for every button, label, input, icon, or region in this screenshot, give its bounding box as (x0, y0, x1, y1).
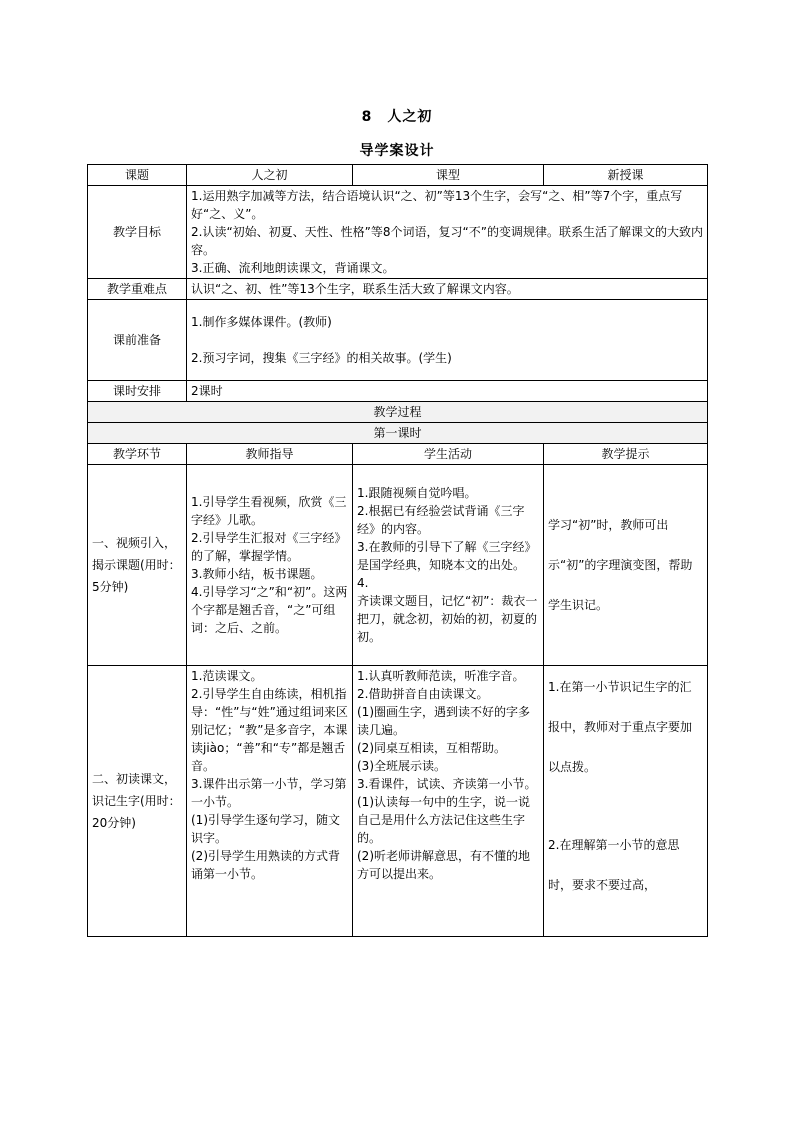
schedule-label: 课时安排 (88, 381, 187, 402)
goal-item: 2.认读“初始、初夏、天性、性格”等8个词语，复习“不”的变调规律。联系生活了解课文的大致内容。 (191, 225, 703, 257)
row2-student (353, 666, 544, 937)
teacher-step: 4.引导学习“之”和“初”。这两个字都是翘舌音，“之”可组词：之后、之前。 (191, 585, 348, 635)
page-subtitle: 导学案设计 (359, 143, 435, 159)
col-stage-header: 教学环节 (88, 444, 187, 465)
prep-item: 2.预习字词，搜集《三字经》的相关故事。(学生) (191, 351, 452, 365)
table-row (88, 465, 708, 666)
student-step: (1)圈画生字，遇到读不好的字多读几遍。 (357, 705, 530, 737)
prep-cell (187, 300, 708, 381)
lesson-plan-table (87, 164, 708, 937)
lesson1-header: 第一课时 (88, 423, 708, 444)
row1-teacher (187, 465, 353, 666)
table-row (88, 402, 708, 423)
goal-item: 3.正确、流利地朗读课文，背诵课文。 (191, 261, 395, 275)
tip-item: 1.在第一小节识记生字的汇报中，教师对于重点字要加以点拨。 (548, 680, 693, 774)
student-step: 3.在教师的引导下了解《三字经》是国学经典，知晓本文的出处。 (357, 540, 537, 572)
teacher-step: 1.范读课文。 (191, 669, 263, 683)
prep-item: 1.制作多媒体课件。(教师) (191, 315, 332, 329)
goal-item: 1.运用熟字加减等方法，结合语境认识“之、初”等13个生字，会写“之、相”等7个字，重点写好“之、义”。 (191, 189, 683, 221)
table-row (88, 165, 708, 186)
prep-label: 课前准备 (88, 300, 187, 381)
row1-tip: 学习“初”时，教师可出示“初”的字理演变图，帮助学生识记。 (544, 465, 708, 666)
type-label: 课型 (353, 165, 544, 186)
type-value: 新授课 (544, 165, 708, 186)
teacher-step: 1.引导学生看视频，欣赏《三字经》儿歌。 (191, 495, 347, 527)
keypoint-label: 教学重难点 (88, 279, 187, 300)
student-step: 2.借助拼音自由读课文。 (357, 687, 489, 701)
col-student-header: 学生活动 (353, 444, 544, 465)
table-row (88, 381, 708, 402)
row2-teacher (187, 666, 353, 937)
student-step: 齐读课文题目，记忆“初”：裁衣一把刀，就念初，初始的初，初夏的初。 (357, 594, 538, 644)
teacher-step: 2.引导学生自由练读，相机指导：“性”与“姓”通过组词来区别记忆；“教”是多音字，本课读jiào；“善”和“专”都是翘舌音。 (191, 687, 348, 773)
row1-stage: 一、视频引入，揭示课题(用时：5分钟) (88, 465, 187, 666)
page-title: 8 人之初 (361, 109, 433, 125)
table-row (88, 300, 708, 381)
teacher-step: 2.引导学生汇报对《三字经》的了解，掌握学情。 (191, 531, 347, 563)
goals-label: 教学目标 (88, 186, 187, 279)
table-row (88, 666, 708, 937)
row2-stage: 二、初读课文，识记生字(用时：20分钟) (88, 666, 187, 937)
teacher-step: 3.教师小结，板书课题。 (191, 567, 323, 581)
student-step: 1.认真听教师范读，听准字音。 (357, 669, 525, 683)
teacher-step: (2)引导学生用熟读的方式背诵第一小节。 (191, 849, 340, 881)
student-step: (1)认读每一句中的生字，说一说自己是用什么方法记住这些生字的。 (357, 795, 530, 845)
keypoint-value: 认识“之、初、性”等13个生字，联系生活大致了解课文内容。 (187, 279, 708, 300)
student-step: 2.根据已有经验尝试背诵《三字经》的内容。 (357, 504, 525, 536)
student-step: 3.看课件，试读、齐读第一小节。 (357, 777, 537, 791)
student-step: (2)听老师讲解意思，有不懂的地方可以提出来。 (357, 849, 530, 881)
goals-cell (187, 186, 708, 279)
table-row (88, 444, 708, 465)
row2-tip (544, 666, 708, 937)
col-tip-header: 教学提示 (544, 444, 708, 465)
topic-label: 课题 (88, 165, 187, 186)
table-row (88, 423, 708, 444)
teacher-step: (1)引导学生逐句学习，随文识字。 (191, 813, 340, 845)
schedule-value: 2课时 (187, 381, 708, 402)
student-step: (3)全班展示读。 (357, 759, 446, 773)
process-header: 教学过程 (88, 402, 708, 423)
teacher-step: 3.课件出示第一小节，学习第一小节。 (191, 777, 347, 809)
row1-student (353, 465, 544, 666)
student-step: 4. (357, 576, 369, 590)
student-step: 1.跟随视频自觉吟唱。 (357, 486, 477, 500)
student-step: (2)同桌互相读，互相帮助。 (357, 741, 506, 755)
table-row (88, 279, 708, 300)
col-teacher-header: 教师指导 (187, 444, 353, 465)
table-row (88, 186, 708, 279)
topic-value: 人之初 (187, 165, 353, 186)
tip-item: 2.在理解第一小节的意思时，要求不要过高， (548, 838, 680, 892)
